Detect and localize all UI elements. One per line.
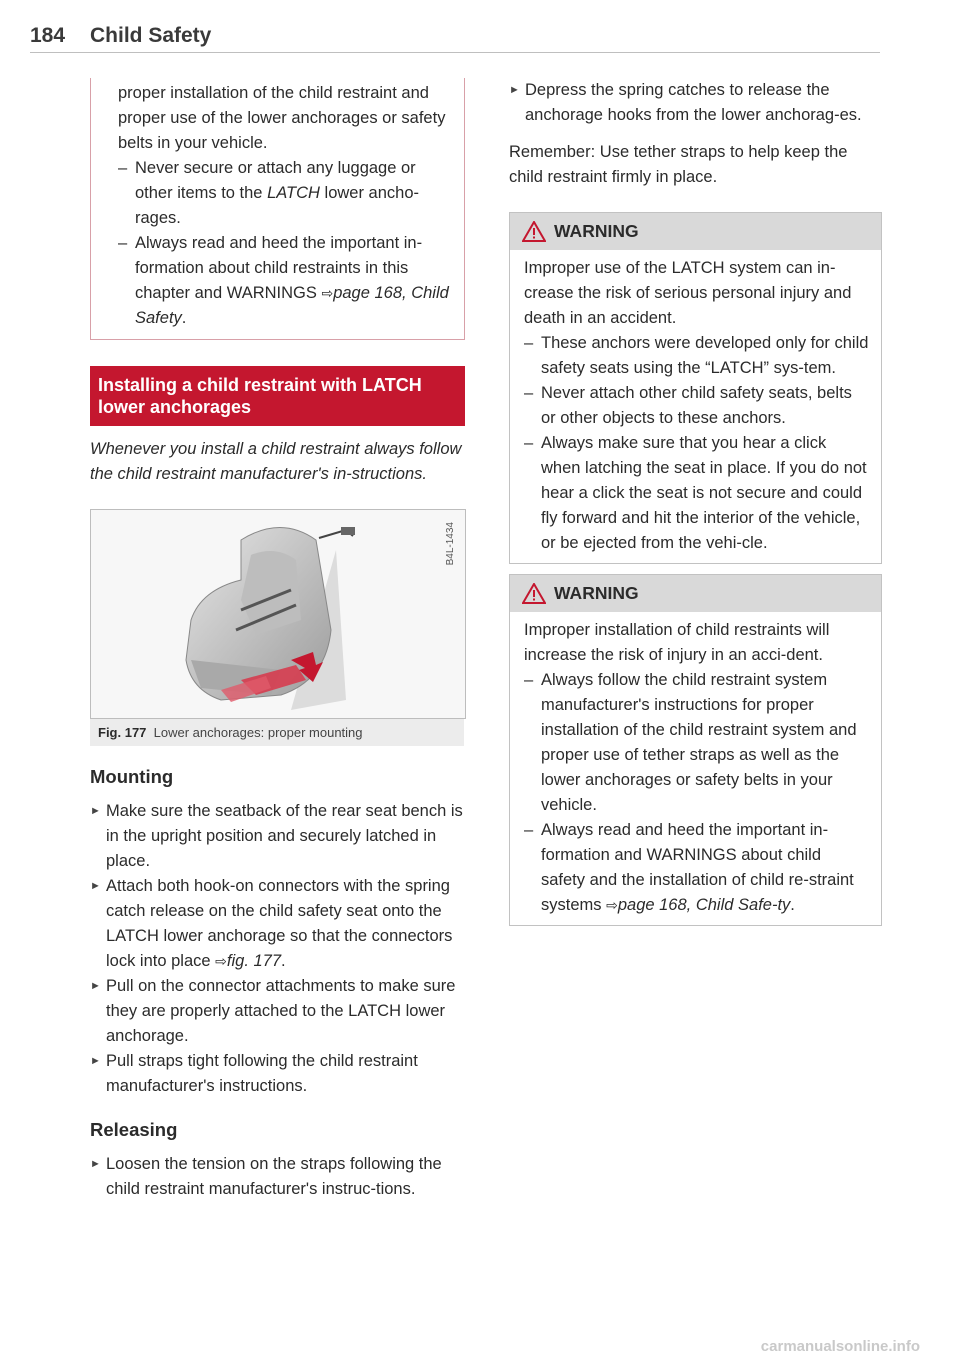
warning-triangle-icon <box>522 221 546 242</box>
warning-header <box>510 575 881 612</box>
step-item: ► Attach both hook-on connectors with the spring catch release on the child safety seat onto the LATCH lower anchorage so that the connectors lock into place ⇨fig. 177. <box>90 874 465 974</box>
page-number: 184 <box>30 24 66 47</box>
figure-caption: Fig. 177 Lower anchorages: proper mounting <box>90 719 464 746</box>
ref-arrow-icon: ⇨ <box>215 953 227 969</box>
dash-item: – These anchors were developed only for child safety seats using the “LATCH” sys-tem. <box>524 331 869 381</box>
continued-paragraph: proper installation of the child restraint and proper use of the lower anchorages or safety belts in your vehicle. <box>118 84 446 152</box>
figure-code: B4L-1434 <box>445 522 456 566</box>
warning-body <box>510 612 881 925</box>
remember-note: Remember: Use tether straps to help keep the child restraint firmly in place. <box>509 143 848 186</box>
warning-box-installation <box>509 574 882 926</box>
step-item: ► Pull on the connector attachments to make sure they are properly attached to the LATCH lower anchorage. <box>90 974 465 1049</box>
warning-title: WARNING <box>554 583 639 603</box>
section-heading: Installing a child restraint with LATCH lower anchorages <box>90 366 465 426</box>
mounting-heading: Mounting <box>90 766 174 787</box>
dash-item: – Always follow the child restraint system manufacturer's instructions for proper installation of the child restraint system and proper use of tether straps as well as the lower anchorages or safety belts in your vehicle. <box>524 668 869 818</box>
dash-item: – Always make sure that you hear a click when latching the seat in place. If you do not hear a click the seat is not secure and could fly forward and hit the interior of the vehicle, or be ejected from the vehi-cle. <box>524 431 869 556</box>
ref-arrow-icon: ⇨ <box>606 897 618 913</box>
releasing-heading: Releasing <box>90 1119 178 1140</box>
dash-item: – Always read and heed the important in-formation about child restraints in this chapter and WARNINGS ⇨page 168, Child Safety. <box>118 231 452 331</box>
section-title: Child Safety <box>90 24 212 47</box>
continued-safety-box <box>90 78 465 340</box>
step-item: ► Pull straps tight following the child restraint manufacturer's instructions. <box>90 1049 465 1099</box>
step-item: ► Make sure the seatback of the rear seat bench is in the upright position and securely latched in place. <box>90 799 465 874</box>
warning-triangle-icon <box>522 583 546 604</box>
figure-child-seat <box>90 509 466 719</box>
warning-box-latch <box>509 212 882 564</box>
page-header <box>30 22 880 53</box>
warning-intro: Improper installation of child restraints will increase the risk of injury in an acci-dent. <box>524 621 830 664</box>
step-item: ► Depress the spring catches to release the anchorage hooks from the lower anchorag-es. <box>509 78 882 128</box>
dash-item: – Never attach other child safety seats, belts or other objects to these anchors. <box>524 381 869 431</box>
warning-header <box>510 213 881 250</box>
right-column <box>509 78 882 926</box>
warning-title: WARNING <box>554 221 639 241</box>
child-seat-illustration <box>91 510 465 718</box>
dash-item: – Always read and heed the important in-formation and WARNINGS about child safety and the installation of child re-straint systems ⇨page 168, Child Safe-ty. <box>524 818 869 918</box>
dash-item: – Never secure or attach any luggage or other items to the LATCH lower ancho-rages. <box>118 156 452 231</box>
step-item: ► Loosen the tension on the straps following the child restraint manufacturer's instruc-tions. <box>90 1152 465 1202</box>
figure-ref-link[interactable]: fig. 177 <box>226 952 282 970</box>
watermark: carmanualsonline.info <box>760 1338 920 1355</box>
page-ref-link[interactable]: page 168, Child Safe-ty <box>617 896 791 914</box>
intro-text: Whenever you install a child restraint always follow the child restraint manufacturer's in-structions. <box>90 440 462 483</box>
ref-arrow-icon: ⇨ <box>321 285 334 301</box>
warning-intro: Improper use of the LATCH system can in-crease the risk of serious personal injury and death in an accident. <box>524 259 852 327</box>
warning-body <box>510 250 881 563</box>
left-column <box>90 78 465 1202</box>
page-ref-link[interactable]: page 168, Child Safety <box>135 284 449 327</box>
